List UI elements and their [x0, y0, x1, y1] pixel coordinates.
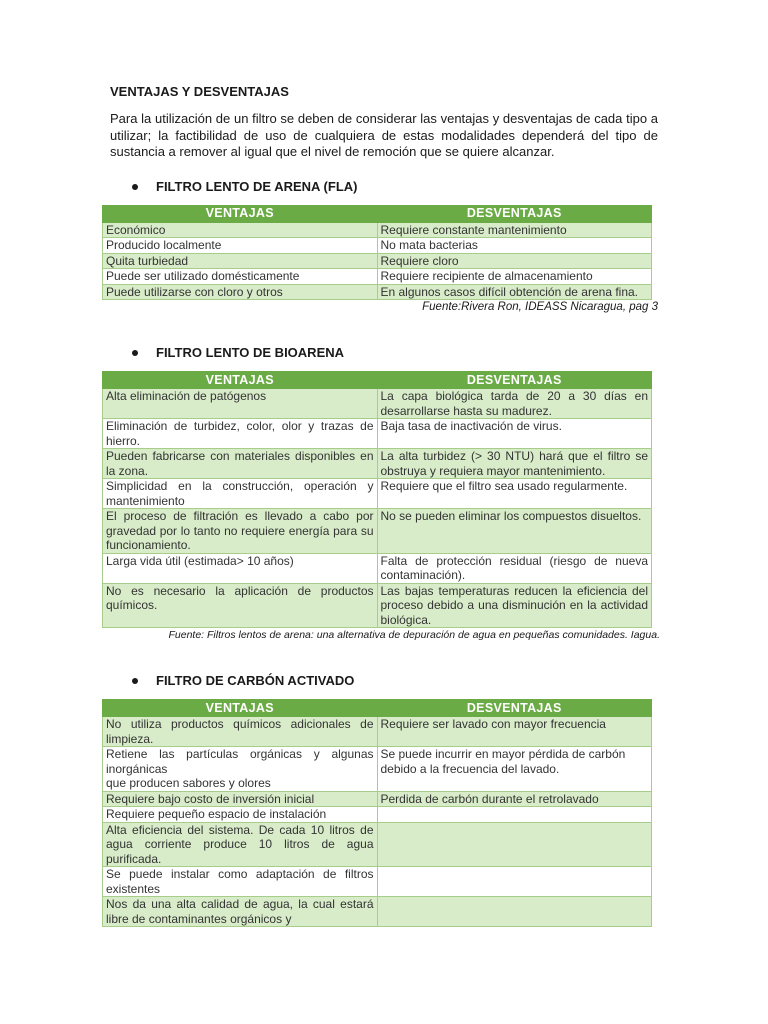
advantage-cell: Puede ser utilizado domésticamente [103, 269, 378, 285]
table-row [103, 717, 652, 747]
disadvantage-cell: Se puede incurrir en mayor pérdida de carbón debido a la frecuencia del lavado. [377, 747, 652, 792]
disadvantage-cell [377, 897, 652, 927]
section-bioarena [106, 345, 660, 643]
disadvantage-cell: Requiere constante mantenimiento [377, 222, 652, 238]
disadvantage-cell: La capa biológica tarda de 20 a 30 días en desarrollarse hasta su madurez. [377, 389, 652, 419]
disadvantage-cell: Requiere que el filtro sea usado regularmente. [377, 479, 652, 509]
advantage-cell: No utiliza productos químicos adicionales de limpieza. [103, 717, 378, 747]
table-row [103, 867, 652, 897]
advantage-cell: Retiene las partículas orgánicas y algunas inorgánicas que producen sabores y olores [103, 747, 378, 792]
bullet-icon [132, 678, 138, 684]
table-row [103, 822, 652, 867]
advantage-cell: Nos da una alta calidad de agua, la cual estará libre de contaminantes orgánicos y [103, 897, 378, 927]
disadvantage-cell: No se pueden eliminar los compuestos disueltos. [377, 509, 652, 554]
table-row [103, 509, 652, 554]
section-heading [110, 179, 658, 195]
bullet-icon [132, 350, 138, 356]
advantage-cell: Quita turbiedad [103, 253, 378, 269]
advantage-cell: El proceso de filtración es llevado a cabo por gravedad por lo tanto no requiere energía para su funcionamiento. [103, 509, 378, 554]
document-page [106, 84, 660, 927]
advantage-cell: No es necesario la aplicación de productos químicos. [103, 583, 378, 628]
header-ventajas: VENTAJAS [103, 372, 378, 389]
disadvantage-cell: Falta de protección residual (riesgo de nueva contaminación). [377, 553, 652, 583]
header-ventajas: VENTAJAS [103, 205, 378, 222]
advantage-cell: Alta eficiencia del sistema. De cada 10 litros de agua corriente produce 10 litros de agua purificada. [103, 822, 378, 867]
disadvantage-cell: La alta turbidez (> 30 NTU) hará que el filtro se obstruya y requiera mayor mantenimiento. [377, 449, 652, 479]
table-row [103, 449, 652, 479]
disadvantage-cell: Requiere cloro [377, 253, 652, 269]
intro-paragraph: Para la utilización de un filtro se deben de considerar las ventajas y desventajas de cada tipo a utilizar; la factibilidad de uso de cualquiera de estas modalidades dependerá del tipo de sustancia a remover al igual que el nivel de remoción que se quiere alcanzar. [110, 111, 658, 159]
section-heading-text: FILTRO LENTO DE ARENA (FLA) [156, 178, 358, 194]
advantage-cell: Alta eliminación de patógenos [103, 389, 378, 419]
page-title: VENTAJAS Y DESVENTAJAS [110, 84, 289, 99]
advantage-cell: Requiere pequeño espacio de instalación [103, 807, 378, 823]
disadvantage-cell: Requiere ser lavado con mayor frecuencia [377, 717, 652, 747]
section-heading-text: FILTRO DE CARBÓN ACTIVADO [156, 673, 355, 688]
section-heading [110, 345, 658, 361]
table-row [103, 553, 652, 583]
disadvantage-cell: No mata bacterias [377, 238, 652, 254]
section-heading-text: FILTRO LENTO DE BIOARENA [156, 345, 345, 360]
table-row [103, 583, 652, 628]
section-heading [110, 673, 658, 689]
section-carbon [106, 673, 658, 927]
advantage-cell: Pueden fabricarse con materiales disponibles en la zona. [103, 449, 378, 479]
table-row [103, 791, 652, 807]
table-row [103, 389, 652, 419]
source-note: Fuente: Filtros lentos de arena: una alternativa de depuración de agua en pequeñas comunidades. Iagua. [168, 629, 660, 641]
source-note: Fuente:Rivera Ron, IDEASS Nicaragua, pag 3 [422, 301, 658, 313]
advantage-cell: Económico [103, 222, 378, 238]
disadvantage-cell [377, 807, 652, 823]
table-row [103, 253, 652, 269]
table-row [103, 238, 652, 254]
header-desventajas: DESVENTAJAS [377, 700, 652, 717]
advantage-cell: Simplicidad en la construcción, operación y mantenimiento [103, 479, 378, 509]
disadvantage-cell: Perdida de carbón durante el retrolavado [377, 791, 652, 807]
table-row [103, 269, 652, 285]
table-row [103, 747, 652, 792]
advantages-table-carbon [102, 699, 652, 927]
advantage-cell: Larga vida útil (estimada> 10 años) [103, 553, 378, 583]
advantages-table-bioarena [102, 371, 652, 628]
disadvantage-cell: Las bajas temperaturas reducen la eficiencia del proceso debido a una disminución en la actividad biológica. [377, 583, 652, 628]
advantage-cell: Eliminación de turbidez, color, olor y trazas de hierro. [103, 419, 378, 449]
advantage-cell: Puede utilizarse con cloro y otros [103, 284, 378, 300]
table-row [103, 284, 652, 300]
disadvantage-cell: Baja tasa de inactivación de virus. [377, 419, 652, 449]
table-row [103, 222, 652, 238]
advantages-table-fla [102, 205, 652, 301]
header-desventajas: DESVENTAJAS [377, 205, 652, 222]
table-row [103, 807, 652, 823]
header-desventajas: DESVENTAJAS [377, 372, 652, 389]
advantage-cell: Producido localmente [103, 238, 378, 254]
disadvantage-cell [377, 867, 652, 897]
table-row [103, 479, 652, 509]
bullet-icon [132, 184, 138, 190]
advantage-cell: Requiere bajo costo de inversión inicial [103, 791, 378, 807]
header-ventajas: VENTAJAS [103, 700, 378, 717]
section-fla [106, 178, 658, 316]
advantage-cell: Se puede instalar como adaptación de filtros existentes [103, 867, 378, 897]
disadvantage-cell [377, 822, 652, 867]
table-row [103, 419, 652, 449]
disadvantage-cell: Requiere recipiente de almacenamiento [377, 269, 652, 285]
table-row [103, 897, 652, 927]
disadvantage-cell: En algunos casos difícil obtención de arena fina. [377, 284, 652, 300]
